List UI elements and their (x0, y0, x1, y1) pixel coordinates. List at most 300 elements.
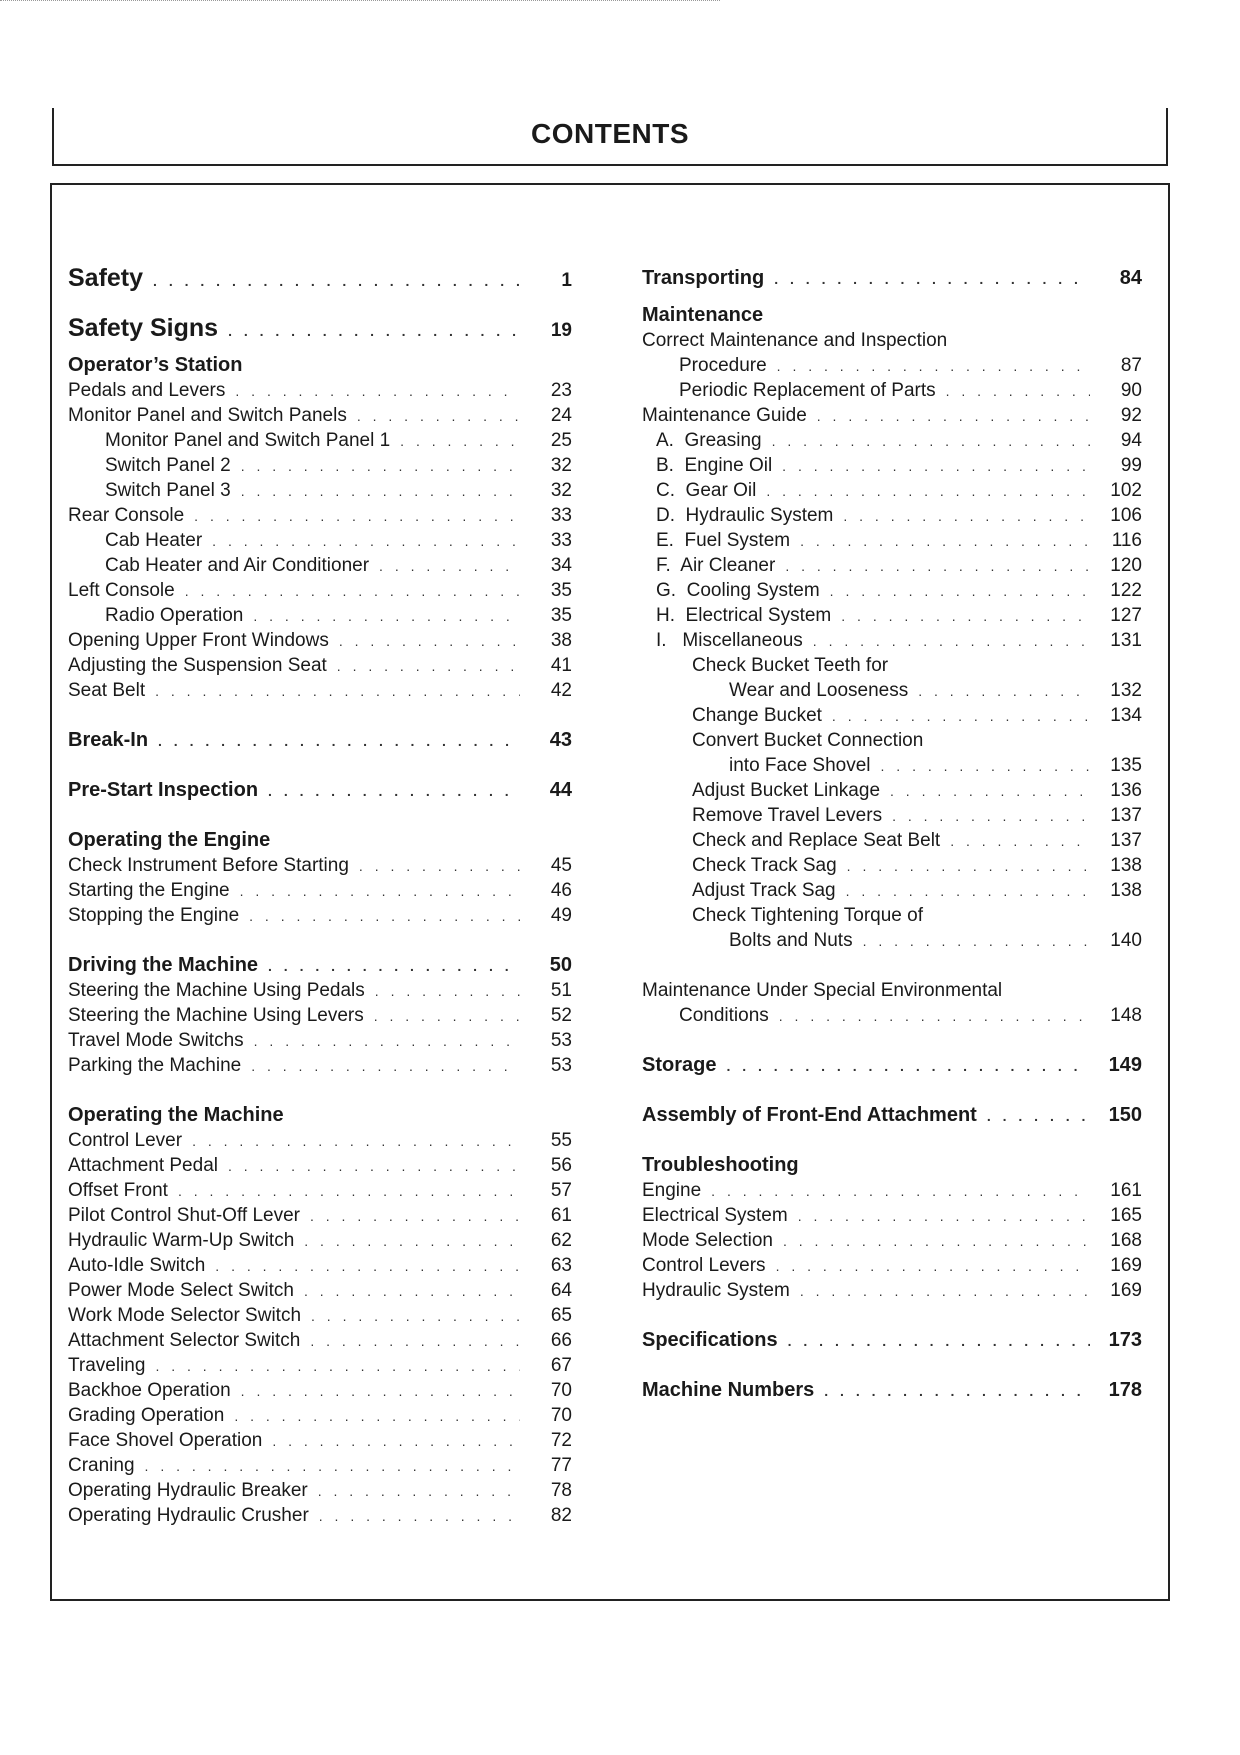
toc-page-number: 135 (1110, 755, 1142, 776)
toc-entry-monitor-panel-and-switch-panels[interactable] (68, 403, 572, 428)
toc-entry-label: Pedals and Levers (68, 380, 226, 401)
toc-entry-into-face-shovel[interactable] (642, 753, 1142, 778)
toc-entry-label: Transporting (642, 267, 765, 289)
toc-page-number: 137 (1110, 830, 1142, 851)
toc-page-number: 56 (550, 1155, 572, 1176)
toc-entry-conditions[interactable] (642, 1003, 1142, 1028)
dot-leader (145, 1454, 520, 1479)
toc-entry-offset-front[interactable] (68, 1178, 572, 1203)
toc-entry-backhoe-operation[interactable] (68, 1378, 572, 1403)
toc-entry-label: B. Engine Oil (656, 455, 773, 476)
toc-entry-d-hydraulic-system[interactable] (642, 503, 1142, 528)
dot-leader (375, 979, 520, 1004)
toc-entry-label: Craning (68, 1455, 135, 1476)
toc-entry-assembly-of-front-end-attachment[interactable] (642, 1103, 1142, 1128)
dot-leader (946, 379, 1090, 404)
toc-page-number: 137 (1110, 805, 1142, 826)
toc-page-number: 43 (549, 729, 572, 751)
toc-entry-grading-operation[interactable] (68, 1403, 572, 1428)
toc-page-number: 132 (1110, 680, 1142, 701)
dot-leader (318, 1479, 520, 1504)
toc-entry-safety-signs[interactable] (68, 303, 572, 353)
toc-entry-label: Change Bucket (692, 705, 822, 726)
toc-page-number: 116 (1111, 530, 1142, 551)
scan-header-rule (0, 0, 720, 4)
toc-entry-transporting[interactable] (642, 253, 1142, 303)
dot-leader (800, 529, 1090, 554)
toc-entry-label: Electrical System (642, 1205, 788, 1226)
toc-entry-correct-maintenance-and-inspection[interactable] (642, 328, 1142, 353)
toc-page-number: 33 (550, 530, 572, 551)
toc-entry-label: Operating Hydraulic Crusher (68, 1505, 309, 1526)
toc-entry-engine[interactable] (642, 1178, 1142, 1203)
toc-spacer (68, 703, 572, 728)
toc-entry-a-greasing[interactable] (642, 428, 1142, 453)
toc-entry-label: Attachment Pedal (68, 1155, 218, 1176)
dot-leader (337, 654, 520, 679)
toc-entry-b-engine-oil[interactable] (642, 453, 1142, 478)
dot-leader (776, 1254, 1090, 1279)
toc-entry-work-mode-selector-switch[interactable] (68, 1303, 572, 1328)
dot-leader (311, 1304, 520, 1329)
toc-entry-label: Operator’s Station (68, 354, 243, 376)
toc-entry-label: Attachment Selector Switch (68, 1330, 301, 1351)
dot-leader (881, 754, 1090, 779)
toc-entry-label: Monitor Panel and Switch Panels (68, 405, 347, 426)
toc-entry-auto-idle-switch[interactable] (68, 1253, 572, 1278)
toc-page-number: 127 (1110, 605, 1142, 626)
toc-entry-label: Safety Signs (68, 314, 219, 342)
toc-page-number: 131 (1110, 630, 1142, 651)
toc-page-number: 169 (1110, 1280, 1142, 1301)
toc-page-number: 120 (1110, 555, 1142, 576)
toc-page-number: 35 (550, 605, 572, 626)
toc-right-column (642, 253, 1142, 1403)
toc-entry-label: Adjust Bucket Linkage (692, 780, 881, 801)
toc-entry-label: Stopping the Engine (68, 905, 240, 926)
toc-page-number: 35 (550, 580, 572, 601)
toc-entry-operating-hydraulic-breaker[interactable] (68, 1478, 572, 1503)
dot-leader (194, 504, 520, 529)
dot-leader (178, 1179, 520, 1204)
toc-page-number: 53 (550, 1055, 572, 1076)
toc-entry-label: Adjusting the Suspension Seat (68, 655, 327, 676)
toc-entry-e-fuel-system[interactable] (642, 528, 1142, 553)
dot-leader (847, 854, 1090, 879)
toc-entry-adjust-track-sag[interactable] (642, 878, 1142, 903)
toc-page-number: 92 (1120, 405, 1142, 426)
dot-leader (843, 504, 1090, 529)
toc-page-number: 149 (1108, 1054, 1142, 1076)
toc-entry-label: Operating the Machine (68, 1104, 284, 1126)
toc-entry-bolts-and-nuts[interactable] (642, 928, 1142, 953)
toc-entry-left-console[interactable] (68, 578, 572, 603)
toc-entry-label: Monitor Panel and Switch Panel 1 (105, 430, 391, 451)
dot-leader (272, 1429, 520, 1454)
toc-entry-monitor-panel-and-switch-panel-1[interactable] (68, 428, 572, 453)
toc-entry-maintenance-guide[interactable] (642, 403, 1142, 428)
toc-page-number: 134 (1110, 705, 1142, 726)
toc-entry-label: Hydraulic System (642, 1280, 790, 1301)
toc-entry-label: Control Lever (68, 1130, 183, 1151)
toc-page-number: 1 (561, 270, 572, 291)
toc-page-number: 44 (549, 779, 572, 801)
toc-entry-label: Switch Panel 2 (105, 455, 231, 476)
toc-page-number: 55 (550, 1130, 572, 1151)
dot-leader (228, 306, 520, 356)
toc-left-column (68, 253, 572, 1528)
contents-frame (50, 183, 1170, 1601)
dot-leader (890, 779, 1090, 804)
toc-entry-label: Machine Numbers (642, 1379, 815, 1401)
toc-entry-operating-the-engine[interactable] (68, 828, 572, 853)
toc-page-number: 32 (550, 480, 572, 501)
toc-entry-procedure[interactable] (642, 353, 1142, 378)
toc-page-number: 66 (550, 1330, 572, 1351)
title-box (52, 108, 1168, 166)
toc-entry-label: I. Miscellaneous (656, 630, 803, 651)
toc-page-number: 42 (550, 680, 572, 701)
dot-leader (987, 1104, 1090, 1129)
toc-page-number: 136 (1110, 780, 1142, 801)
toc-entry-hydraulic-system[interactable] (642, 1278, 1142, 1303)
toc-entry-maintenance-under-special-environmental[interactable] (642, 978, 1142, 1003)
toc-entry-control-lever[interactable] (68, 1128, 572, 1153)
toc-entry-rear-console[interactable] (68, 503, 572, 528)
toc-page-number: 78 (550, 1480, 572, 1501)
toc-entry-c-gear-oil[interactable] (642, 478, 1142, 503)
toc-entry-remove-travel-levers[interactable] (642, 803, 1142, 828)
toc-page-number: 168 (1110, 1230, 1142, 1251)
toc-page-number: 178 (1108, 1379, 1142, 1401)
toc-page-number: 61 (550, 1205, 572, 1226)
toc-entry-power-mode-select-switch[interactable] (68, 1278, 572, 1303)
toc-entry-label: Face Shovel Operation (68, 1430, 263, 1451)
dot-leader (400, 429, 520, 454)
toc-entry-label: Backhoe Operation (68, 1380, 231, 1401)
dot-leader (253, 604, 520, 629)
toc-entry-label: into Face Shovel (729, 755, 871, 776)
toc-entry-check-instrument-before-starting[interactable] (68, 853, 572, 878)
toc-entry-specifications[interactable] (642, 1328, 1142, 1353)
toc-entry-label: Rear Console (68, 505, 185, 526)
toc-page-number: 51 (550, 980, 572, 1001)
toc-entry-h-electrical-system[interactable] (642, 603, 1142, 628)
dot-leader (788, 1329, 1090, 1354)
toc-page-number: 150 (1108, 1104, 1142, 1126)
toc-page-number: 34 (550, 555, 572, 576)
toc-entry-label: Travel Mode Switchs (68, 1030, 244, 1051)
dot-leader (892, 804, 1090, 829)
toc-entry-operator-s-station[interactable] (68, 353, 572, 378)
dot-leader (310, 1204, 520, 1229)
dot-leader (228, 1154, 520, 1179)
toc-entry-parking-the-machine[interactable] (68, 1053, 572, 1078)
toc-entry-label: Break-In (68, 729, 149, 751)
dot-leader (155, 679, 520, 704)
toc-entry-adjusting-the-suspension-seat[interactable] (68, 653, 572, 678)
toc-entry-i-miscellaneous[interactable] (642, 628, 1142, 653)
toc-entry-steering-the-machine-using-levers[interactable] (68, 1003, 572, 1028)
toc-spacer (68, 753, 572, 778)
dot-leader (212, 529, 520, 554)
dot-leader (155, 1354, 520, 1379)
toc-page-number: 94 (1120, 430, 1142, 451)
dot-leader (215, 1254, 520, 1279)
dot-leader (846, 879, 1090, 904)
toc-entry-pilot-control-shut-off-lever[interactable] (68, 1203, 572, 1228)
toc-entry-label: F. Air Cleaner (656, 555, 776, 576)
toc-entry-attachment-selector-switch[interactable] (68, 1328, 572, 1353)
toc-entry-label: Power Mode Select Switch (68, 1280, 294, 1301)
dot-leader (817, 404, 1090, 429)
toc-entry-label: Pilot Control Shut-Off Lever (68, 1205, 300, 1226)
toc-entry-attachment-pedal[interactable] (68, 1153, 572, 1178)
dot-leader (863, 929, 1090, 954)
toc-entry-machine-numbers[interactable] (642, 1378, 1142, 1403)
toc-entry-label: Cab Heater (105, 530, 203, 551)
toc-entry-label: Pre-Start Inspection (68, 779, 259, 801)
toc-page-number: 138 (1110, 855, 1142, 876)
toc-entry-convert-bucket-connection[interactable] (642, 728, 1142, 753)
dot-leader (240, 879, 520, 904)
toc-entry-break-in[interactable] (68, 728, 572, 753)
dot-leader (918, 679, 1090, 704)
toc-entry-label: Safety (68, 264, 144, 292)
toc-entry-safety[interactable] (68, 253, 572, 303)
toc-spacer (68, 803, 572, 828)
toc-page-number: 62 (550, 1230, 572, 1251)
toc-entry-label: Left Console (68, 580, 175, 601)
dot-leader (950, 829, 1090, 854)
toc-entry-label: Operating Hydraulic Breaker (68, 1480, 308, 1501)
toc-entry-steering-the-machine-using-pedals[interactable] (68, 978, 572, 1003)
toc-entry-g-cooling-system[interactable] (642, 578, 1142, 603)
toc-spacer (642, 1028, 1142, 1053)
dot-leader (235, 379, 520, 404)
dot-leader (249, 904, 520, 929)
dot-leader (310, 1329, 520, 1354)
toc-entry-change-bucket[interactable] (642, 703, 1142, 728)
toc-entry-label: Steering the Machine Using Levers (68, 1005, 364, 1026)
dot-leader (359, 854, 520, 879)
toc-page-number: 64 (550, 1280, 572, 1301)
toc-entry-cab-heater-and-air-conditioner[interactable] (68, 553, 572, 578)
toc-entry-check-tightening-torque-of[interactable] (642, 903, 1142, 928)
toc-entry-travel-mode-switchs[interactable] (68, 1028, 572, 1053)
dot-leader (234, 1404, 520, 1429)
toc-entry-check-and-replace-seat-belt[interactable] (642, 828, 1142, 853)
toc-entry-check-track-sag[interactable] (642, 853, 1142, 878)
toc-page-number: 67 (550, 1355, 572, 1376)
toc-page-number: 161 (1110, 1180, 1142, 1201)
toc-page-number: 148 (1110, 1005, 1142, 1026)
dot-leader (774, 254, 1090, 304)
toc-entry-troubleshooting[interactable] (642, 1153, 1142, 1178)
toc-entry-check-bucket-teeth-for[interactable] (642, 653, 1142, 678)
toc-entry-wear-and-looseness[interactable] (642, 678, 1142, 703)
dot-leader (251, 1054, 520, 1079)
toc-entry-label: Maintenance Under Special Environmental (642, 980, 1003, 1001)
toc-entry-radio-operation[interactable] (68, 603, 572, 628)
toc-entry-label: Switch Panel 3 (105, 480, 231, 501)
dot-leader (726, 1054, 1090, 1079)
toc-entry-label: Convert Bucket Connection (692, 730, 924, 751)
dot-leader (711, 1179, 1090, 1204)
toc-entry-label: G. Cooling System (656, 580, 820, 601)
toc-spacer (642, 1078, 1142, 1103)
toc-page-number: 122 (1110, 580, 1142, 601)
toc-entry-label: A. Greasing (656, 430, 762, 451)
toc-entry-label: Check Track Sag (692, 855, 837, 876)
toc-page-number: 140 (1110, 930, 1142, 951)
toc-entry-label: Hydraulic Warm-Up Switch (68, 1230, 295, 1251)
dot-leader (339, 629, 520, 654)
toc-spacer (642, 1303, 1142, 1328)
dot-leader (379, 554, 520, 579)
toc-entry-label: Conditions (679, 1005, 769, 1026)
toc-entry-label: Specifications (642, 1329, 778, 1351)
toc-page-number: 46 (550, 880, 572, 901)
toc-entry-control-levers[interactable] (642, 1253, 1142, 1278)
toc-entry-traveling[interactable] (68, 1353, 572, 1378)
toc-entry-f-air-cleaner[interactable] (642, 553, 1142, 578)
toc-entry-cab-heater[interactable] (68, 528, 572, 553)
toc-page-number: 23 (550, 380, 572, 401)
toc-entry-label: Maintenance (642, 304, 764, 326)
toc-page-number: 38 (550, 630, 572, 651)
toc-entry-storage[interactable] (642, 1053, 1142, 1078)
toc-spacer (642, 1128, 1142, 1153)
dot-leader (783, 1229, 1090, 1254)
toc-entry-stopping-the-engine[interactable] (68, 903, 572, 928)
toc-page-number: 90 (1120, 380, 1142, 401)
dot-leader (779, 1004, 1090, 1029)
toc-entry-label: C. Gear Oil (656, 480, 757, 501)
page-title: CONTENTS (531, 118, 689, 149)
dot-leader (304, 1279, 520, 1304)
toc-entry-label: Troubleshooting (642, 1154, 799, 1176)
toc-page-number: 102 (1110, 480, 1142, 501)
toc-entry-craning[interactable] (68, 1453, 572, 1478)
toc-entry-label: Auto-Idle Switch (68, 1255, 206, 1276)
toc-entry-hydraulic-warm-up-switch[interactable] (68, 1228, 572, 1253)
toc-entry-operating-the-machine[interactable] (68, 1103, 572, 1128)
toc-page-number: 32 (550, 455, 572, 476)
toc-entry-switch-panel-2[interactable] (68, 453, 572, 478)
toc-entry-label: Correct Maintenance and Inspection (642, 330, 948, 351)
dot-leader (319, 1504, 520, 1529)
toc-entry-label: Check Instrument Before Starting (68, 855, 349, 876)
toc-entry-label: D. Hydraulic System (656, 505, 834, 526)
toc-page-number: 82 (550, 1505, 572, 1526)
toc-page-number: 72 (550, 1430, 572, 1451)
toc-page-number: 84 (1119, 267, 1142, 289)
toc-entry-label: E. Fuel System (656, 530, 791, 551)
toc-page-number: 70 (550, 1405, 572, 1426)
toc-entry-operating-hydraulic-crusher[interactable] (68, 1503, 572, 1528)
toc-spacer (68, 1078, 572, 1103)
toc-page-number: 99 (1120, 455, 1142, 476)
toc-entry-label: Engine (642, 1180, 702, 1201)
dot-leader (832, 704, 1090, 729)
toc-page-number: 63 (550, 1255, 572, 1276)
dot-leader (304, 1229, 520, 1254)
dot-leader (374, 1004, 520, 1029)
toc-entry-adjust-bucket-linkage[interactable] (642, 778, 1142, 803)
toc-entry-mode-selection[interactable] (642, 1228, 1142, 1253)
dot-leader (268, 954, 520, 979)
toc-entry-starting-the-engine[interactable] (68, 878, 572, 903)
toc-page-number: 53 (550, 1030, 572, 1051)
dot-leader (241, 454, 520, 479)
toc-entry-face-shovel-operation[interactable] (68, 1428, 572, 1453)
dot-leader (777, 354, 1090, 379)
toc-spacer (642, 1353, 1142, 1378)
dot-leader (782, 454, 1090, 479)
toc-entry-label: Mode Selection (642, 1230, 773, 1251)
toc-entry-seat-belt[interactable] (68, 678, 572, 703)
toc-entry-label: Adjust Track Sag (692, 880, 836, 901)
toc-entry-label: Cab Heater and Air Conditioner (105, 555, 370, 576)
toc-entry-label: Parking the Machine (68, 1055, 242, 1076)
toc-entry-driving-the-machine[interactable] (68, 953, 572, 978)
dot-leader (185, 579, 520, 604)
toc-entry-label: H. Electrical System (656, 605, 832, 626)
toc-entry-pre-start-inspection[interactable] (68, 778, 572, 803)
toc-page-number: 173 (1108, 1329, 1142, 1351)
toc-entry-electrical-system[interactable] (642, 1203, 1142, 1228)
toc-page-number: 165 (1110, 1205, 1142, 1226)
toc-entry-label: Check Tightening Torque of (692, 905, 923, 926)
toc-entry-label: Bolts and Nuts (729, 930, 853, 951)
toc-entry-label: Storage (642, 1054, 717, 1076)
dot-leader (158, 729, 520, 754)
dot-leader (785, 554, 1090, 579)
dot-leader (824, 1379, 1090, 1404)
toc-entry-label: Work Mode Selector Switch (68, 1305, 302, 1326)
toc-entry-label: Procedure (679, 355, 767, 376)
toc-entry-label: Starting the Engine (68, 880, 230, 901)
toc-page-number: 70 (550, 1380, 572, 1401)
dot-leader (800, 1279, 1090, 1304)
toc-entry-label: Offset Front (68, 1180, 168, 1201)
dot-leader (268, 779, 520, 804)
dot-leader (841, 604, 1090, 629)
toc-page-number: 45 (550, 855, 572, 876)
dot-leader (357, 404, 520, 429)
toc-entry-opening-upper-front-windows[interactable] (68, 628, 572, 653)
toc-page-number: 87 (1120, 355, 1142, 376)
toc-page-number: 138 (1110, 880, 1142, 901)
toc-spacer (68, 928, 572, 953)
toc-page-number: 57 (550, 1180, 572, 1201)
toc-spacer (642, 953, 1142, 978)
toc-entry-maintenance[interactable] (642, 303, 1142, 328)
toc-entry-label: Opening Upper Front Windows (68, 630, 329, 651)
toc-entry-label: Seat Belt (68, 680, 146, 701)
dot-leader (772, 429, 1090, 454)
dot-leader (813, 629, 1090, 654)
toc-entry-label: Control Levers (642, 1255, 766, 1276)
toc-entry-label: Check Bucket Teeth for (692, 655, 889, 676)
toc-entry-switch-panel-3[interactable] (68, 478, 572, 503)
toc-entry-periodic-replacement-of-parts[interactable] (642, 378, 1142, 403)
dot-leader (241, 479, 520, 504)
toc-entry-label: Grading Operation (68, 1405, 225, 1426)
toc-entry-pedals-and-levers[interactable] (68, 378, 572, 403)
toc-page-number: 33 (550, 505, 572, 526)
